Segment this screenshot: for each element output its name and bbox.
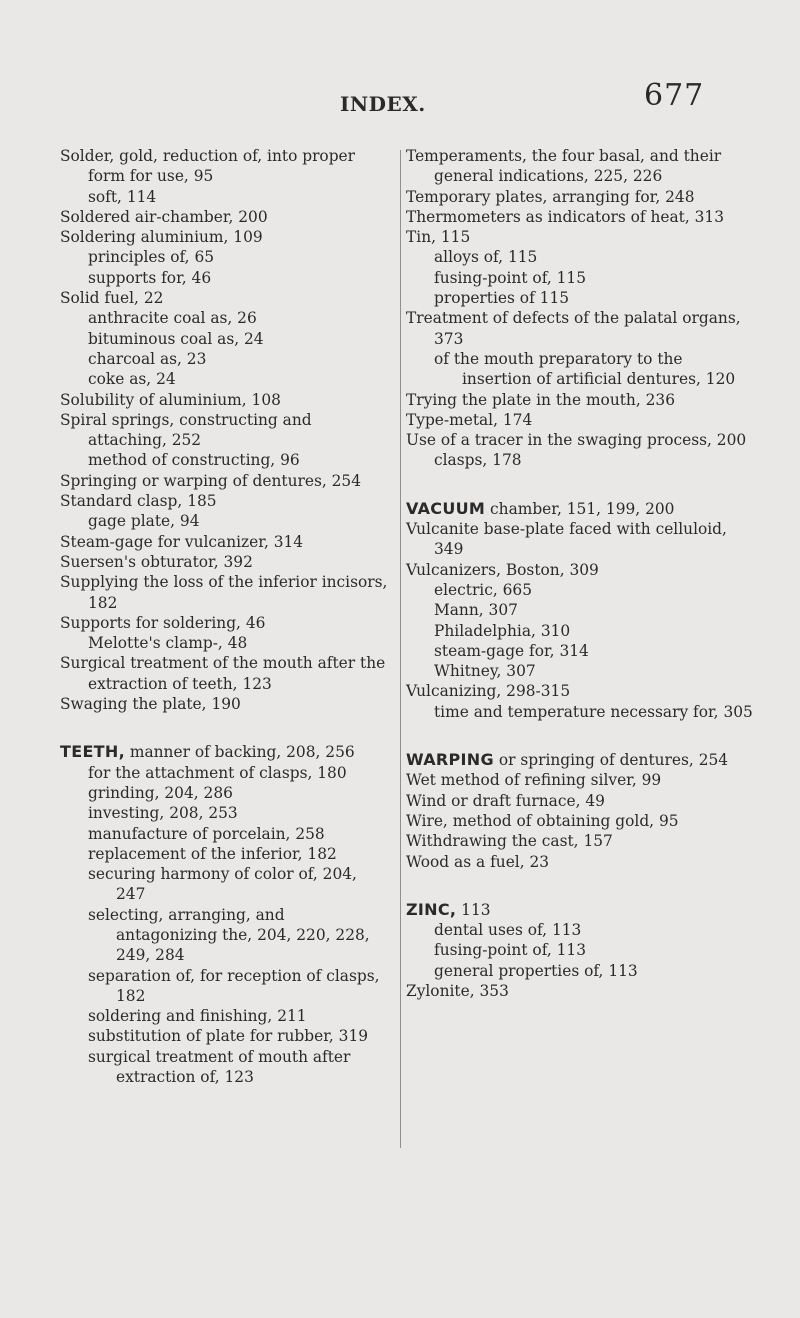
entry-text: Steam-gage for vulcanizer, 314: [60, 532, 304, 551]
index-entry: [60, 227, 390, 247]
entry-text: grinding, 204, 286: [88, 783, 233, 802]
index-column-left: [60, 146, 390, 1087]
index-entry: [60, 491, 390, 511]
index-subentry: [406, 961, 756, 981]
entry-text: Tin, 115: [406, 228, 471, 247]
section-gap: [60, 714, 390, 742]
entry-text: coke as, 24: [88, 370, 176, 389]
index-subentry: [60, 187, 390, 207]
index-subentry: [406, 641, 756, 661]
entry-text: Temperaments, the four basal, and their general indications, 225, 226: [406, 147, 722, 186]
index-entry: [406, 981, 756, 1001]
entry-text: Temporary plates, arranging for, 248: [406, 187, 695, 206]
section-lead-word: TEETH,: [60, 742, 125, 762]
index-subentry: [406, 940, 756, 960]
index-entry: [60, 532, 390, 552]
index-subentry: [406, 661, 756, 681]
entry-text: bituminous coal as, 24: [88, 329, 264, 348]
entry-text: Treatment of defects of the palatal organs, 373: [406, 309, 741, 348]
index-subentry: [60, 763, 390, 783]
index-subentry: [60, 905, 390, 966]
entry-text: 113: [456, 900, 491, 919]
entry-text: of the mouth preparatory to the insertion of artificial dentures, 120: [434, 349, 736, 389]
entry-text: fusing-point of, 115: [434, 268, 586, 287]
index-entry: [406, 390, 756, 410]
entry-text: Type-metal, 174: [406, 410, 533, 429]
index-subentry: [60, 329, 390, 349]
index-entry: [406, 770, 756, 790]
section-lead-word: ZINC,: [406, 899, 457, 919]
entry-text: gage plate, 94: [88, 512, 200, 531]
index-subentry: [60, 1006, 390, 1026]
entry-text: Wire, method of obtaining gold, 95: [406, 811, 679, 830]
index-entry: [406, 227, 756, 247]
index-entry: [406, 852, 756, 872]
index-entry: [406, 831, 756, 851]
column-divider: [400, 150, 401, 1148]
entry-text: soft, 114: [88, 187, 157, 206]
page-number: 677: [644, 78, 705, 113]
index-entry: [60, 572, 390, 613]
index-subentry: [60, 824, 390, 844]
page-header: [0, 78, 800, 128]
section-gap: [406, 872, 756, 900]
entry-text: Solder, gold, reduction of, into proper form for use, 95: [60, 147, 356, 186]
index-subentry: [60, 450, 390, 470]
index-subentry: [60, 803, 390, 823]
index-subentry: [60, 1047, 390, 1088]
index-entry: [60, 613, 390, 633]
entry-text: dental uses of, 113: [434, 921, 582, 940]
entry-text: Vulcanizers, Boston, 309: [406, 560, 599, 579]
index-entry: [60, 552, 390, 572]
index-subentry: [60, 349, 390, 369]
index-entry: [406, 187, 756, 207]
index-subentry: [60, 369, 390, 389]
entry-text: Suersen's obturator, 392: [60, 552, 253, 571]
entry-text: Supports for soldering, 46: [60, 613, 266, 632]
index-entry: [60, 390, 390, 410]
index-subentry: [60, 844, 390, 864]
entry-text: Spiral springs, constructing and attaching, 252: [60, 410, 312, 450]
entry-text: electric, 665: [434, 580, 533, 599]
index-subentry: [406, 288, 756, 308]
entry-text: Supplying the loss of the inferior incisors, 182: [60, 573, 388, 612]
index-entry: [406, 410, 756, 430]
entry-text: Use of a tracer in the swaging process, 200: [406, 431, 747, 450]
entry-text: Zylonite, 353: [406, 981, 509, 1000]
entry-text: Mann, 307: [434, 601, 518, 620]
section-gap: [406, 722, 756, 750]
index-subentry: [60, 308, 390, 328]
entry-text: selecting, arranging, and antagonizing the, 204, 220, 228, 249, 284: [88, 905, 370, 965]
entry-text: Swaging the plate, 190: [60, 695, 241, 714]
entry-text: Wet method of refining silver, 99: [406, 771, 662, 790]
entry-text: Wood as a fuel, 23: [406, 852, 550, 871]
entry-text: fusing-point of, 113: [434, 941, 586, 960]
entry-text: Standard clasp, 185: [60, 492, 217, 511]
entry-text: replacement of the inferior, 182: [88, 844, 337, 863]
index-entry: [60, 288, 390, 308]
index-entry: [406, 430, 756, 450]
index-subentry: [406, 702, 756, 722]
entry-text: or springing of dentures, 254: [493, 751, 729, 770]
index-subentry: [406, 349, 756, 390]
index-entry: [60, 410, 390, 451]
entry-text: Vulcanizing, 298-315: [406, 682, 571, 701]
entry-text: soldering and finishing, 211: [88, 1007, 307, 1026]
entry-text: Withdrawing the cast, 157: [406, 832, 613, 851]
entry-text: Solubility of aluminium, 108: [60, 390, 281, 409]
index-entry: [406, 750, 756, 770]
entry-text: principles of, 65: [88, 248, 215, 267]
index-entry: [406, 499, 756, 519]
index-entry: [406, 207, 756, 227]
page-title: INDEX.: [340, 92, 426, 116]
index-entry: [406, 146, 756, 187]
entry-text: chamber, 151, 199, 200: [485, 499, 675, 518]
entry-text: substitution of plate for rubber, 319: [88, 1027, 369, 1046]
index-subentry: [406, 920, 756, 940]
index-subentry: [60, 247, 390, 267]
entry-text: properties of 115: [434, 289, 570, 308]
section-lead-word: WARPING: [406, 750, 494, 770]
entry-text: manner of backing, 208, 256: [124, 743, 355, 762]
index-entry: [60, 146, 390, 187]
index-subentry: [60, 966, 390, 1007]
entry-text: Springing or warping of dentures, 254: [60, 471, 362, 490]
entry-text: steam-gage for, 314: [434, 641, 589, 660]
entry-text: Thermometers as indicators of heat, 313: [406, 207, 725, 226]
entry-text: manufacture of porcelain, 258: [88, 824, 325, 843]
entry-text: clasps, 178: [434, 451, 522, 470]
entry-text: Whitney, 307: [434, 662, 536, 681]
index-subentry: [60, 864, 390, 905]
index-entry: [406, 560, 756, 580]
index-subentry: [406, 450, 756, 470]
entry-text: Melotte's clamp-, 48: [88, 634, 248, 653]
index-entry: [406, 811, 756, 831]
index-entry: [60, 694, 390, 714]
entry-text: securing harmony of color of, 204, 247: [88, 865, 357, 904]
index-entry: [406, 681, 756, 701]
entry-text: alloys of, 115: [434, 248, 538, 267]
section-gap: [406, 471, 756, 499]
index-subentry: [406, 621, 756, 641]
entry-text: Surgical treatment of the mouth after the extraction of teeth, 123: [60, 654, 386, 693]
index-subentry: [406, 580, 756, 600]
index-subentry: [60, 1026, 390, 1046]
index-subentry: [406, 247, 756, 267]
index-entry: [60, 207, 390, 227]
entry-text: for the attachment of clasps, 180: [88, 763, 347, 782]
entry-text: Soldered air-chamber, 200: [60, 207, 268, 226]
entry-text: general properties of, 113: [434, 961, 638, 980]
index-subentry: [406, 600, 756, 620]
index-entry: [60, 653, 390, 694]
entry-text: Philadelphia, 310: [434, 621, 571, 640]
entry-text: Trying the plate in the mouth, 236: [406, 390, 675, 409]
entry-text: supports for, 46: [88, 268, 212, 287]
index-column-right: [406, 146, 756, 1001]
entry-text: surgical treatment of mouth after extraction of, 123: [88, 1047, 351, 1087]
index-entry: [60, 471, 390, 491]
index-entry: [406, 900, 756, 920]
index-subentry: [60, 268, 390, 288]
entry-text: Solid fuel, 22: [60, 289, 164, 308]
index-subentry: [60, 783, 390, 803]
entry-text: time and temperature necessary for, 305: [434, 702, 753, 721]
entry-text: Wind or draft furnace, 49: [406, 791, 605, 810]
entry-text: Vulcanite base-plate faced with celluloid, 349: [406, 520, 727, 559]
index-entry: [406, 519, 756, 560]
entry-text: separation of, for reception of clasps, 182: [88, 966, 380, 1005]
index-entry: [60, 742, 390, 762]
index-subentry: [60, 511, 390, 531]
index-entry: [406, 791, 756, 811]
index-subentry: [60, 633, 390, 653]
entry-text: Soldering aluminium, 109: [60, 228, 263, 247]
entry-text: investing, 208, 253: [88, 804, 238, 823]
entry-text: method of constructing, 96: [88, 451, 300, 470]
section-lead-word: VACUUM: [406, 498, 486, 518]
index-subentry: [406, 268, 756, 288]
index-entry: [406, 308, 756, 349]
entry-text: anthracite coal as, 26: [88, 309, 257, 328]
entry-text: charcoal as, 23: [88, 349, 207, 368]
